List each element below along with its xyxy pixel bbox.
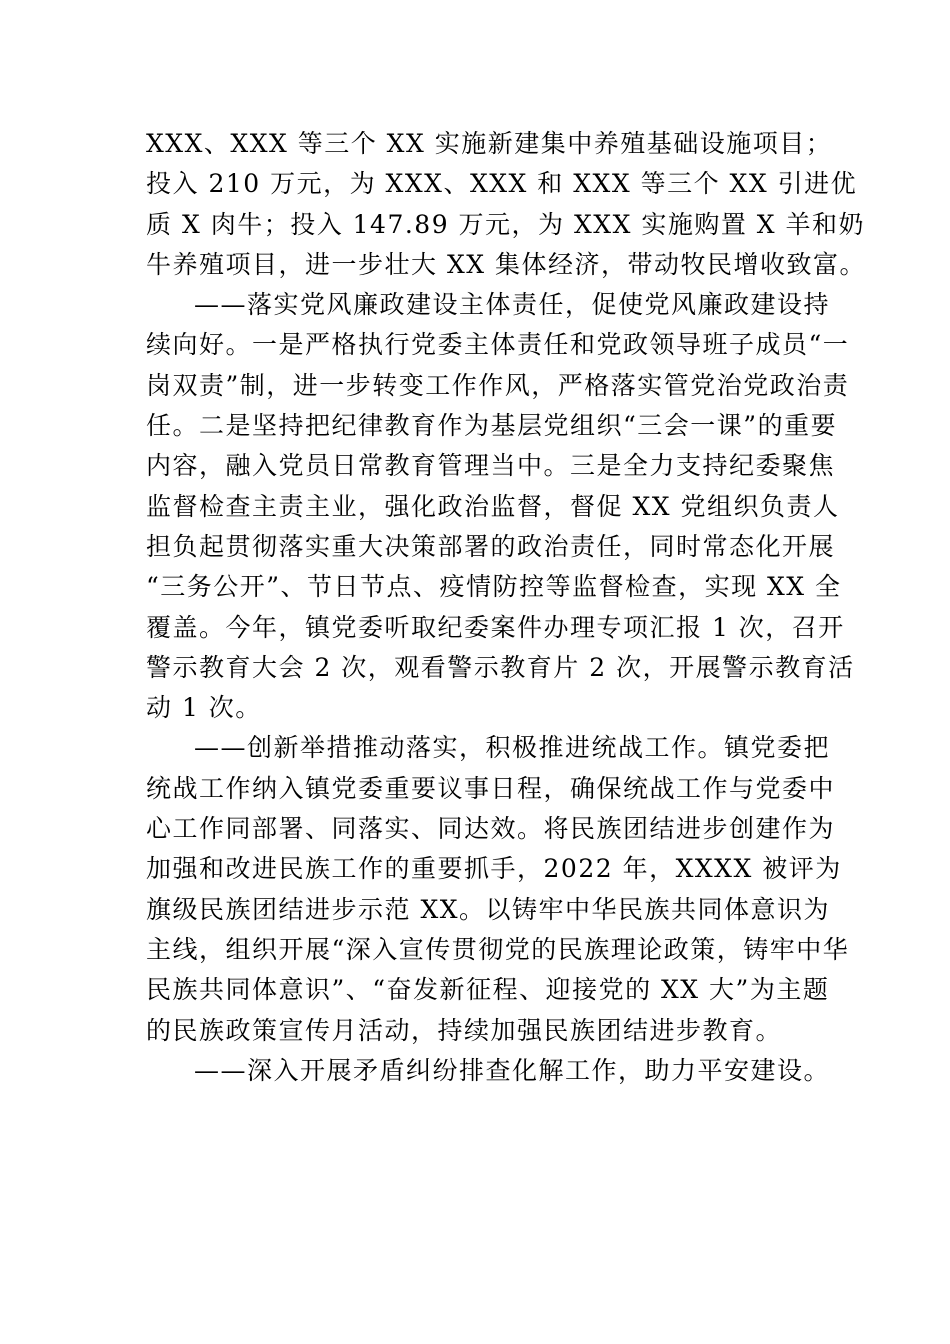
text-line: 担负起贯彻落实重大决策部署的政治责任，同时常态化开展 (146, 531, 836, 561)
text-line: 任。二是坚持把纪律教育作为基层党组织“三会一课”的重要 (146, 411, 838, 441)
text-line: ——深入开展矛盾纠纷排查化解工作，助力平安建设。 (194, 1055, 831, 1085)
text-line: ——创新举措推动落实，积极推进统战工作。镇党委把 (194, 733, 831, 763)
text-line: 牛养殖项目，进一步壮大 XX 集体经济，带动牧民增收致富。 (146, 249, 866, 279)
text-line: 覆盖。今年，镇党委听取纪委案件办理专项汇报 1 次，召开 (146, 612, 845, 642)
text-line: 统战工作纳入镇党委重要议事日程，确保统战工作与党委中 (146, 773, 836, 803)
text-line: 监督检查主责主业，强化政治监督，督促 XX 党组织负责人 (146, 491, 840, 521)
text-line: XXX、XXX 等三个 XX 实施新建集中养殖基础设施项目； (146, 129, 833, 158)
text-line: 动 1 次。 (146, 693, 262, 723)
text-line: 心工作同部署、同落实、同达效。将民族团结进步创建作为 (146, 814, 836, 844)
text-line: 警示教育大会 2 次，观看警示教育片 2 次，开展警示教育活 (146, 652, 855, 682)
text-line: 内容，融入党员日常教育管理当中。三是全力支持纪委聚焦 (146, 451, 836, 481)
text-line: 主线，组织开展“深入宣传贯彻党的民族理论政策，铸牢中华 (146, 934, 850, 964)
paragraph-party-conduct (146, 285, 855, 728)
body-text (146, 124, 866, 1091)
paragraph-project-investment (146, 124, 866, 285)
text-line: 的民族政策宣传月活动，持续加强民族团结进步教育。 (146, 1015, 783, 1045)
text-line: 旗级民族团结进步示范 XX。以铸牢中华民族共同体意识为 (146, 894, 831, 924)
text-line: 投入 210 万元，为 XXX、XXX 和 XXX 等三个 XX 引进优 (146, 169, 858, 199)
paragraph-united-front (146, 728, 850, 1050)
text-line: 质 X 肉牛；投入 147.89 万元，为 XXX 实施购置 X 羊和奶 (146, 209, 866, 239)
text-line: “三务公开”、节日节点、疫情防控等监督检查，实现 XX 全 (146, 572, 842, 602)
text-line: 加强和改进民族工作的重要抓手，2022 年，XXXX 被评为 (146, 854, 842, 884)
text-line: 续向好。一是严格执行党委主体责任和党政领导班子成员“一 (146, 330, 850, 360)
text-line: 民族共同体意识”、“奋发新征程、迎接党的 XX 大”为主题 (146, 975, 830, 1005)
paragraph-dispute-resolution (146, 1051, 831, 1091)
text-line: ——落实党风廉政建设主体责任，促使党风廉政建设持 (194, 290, 831, 320)
text-line: 岗双责”制，进一步转变工作作风，严格落实管党治党政治责 (146, 370, 850, 400)
